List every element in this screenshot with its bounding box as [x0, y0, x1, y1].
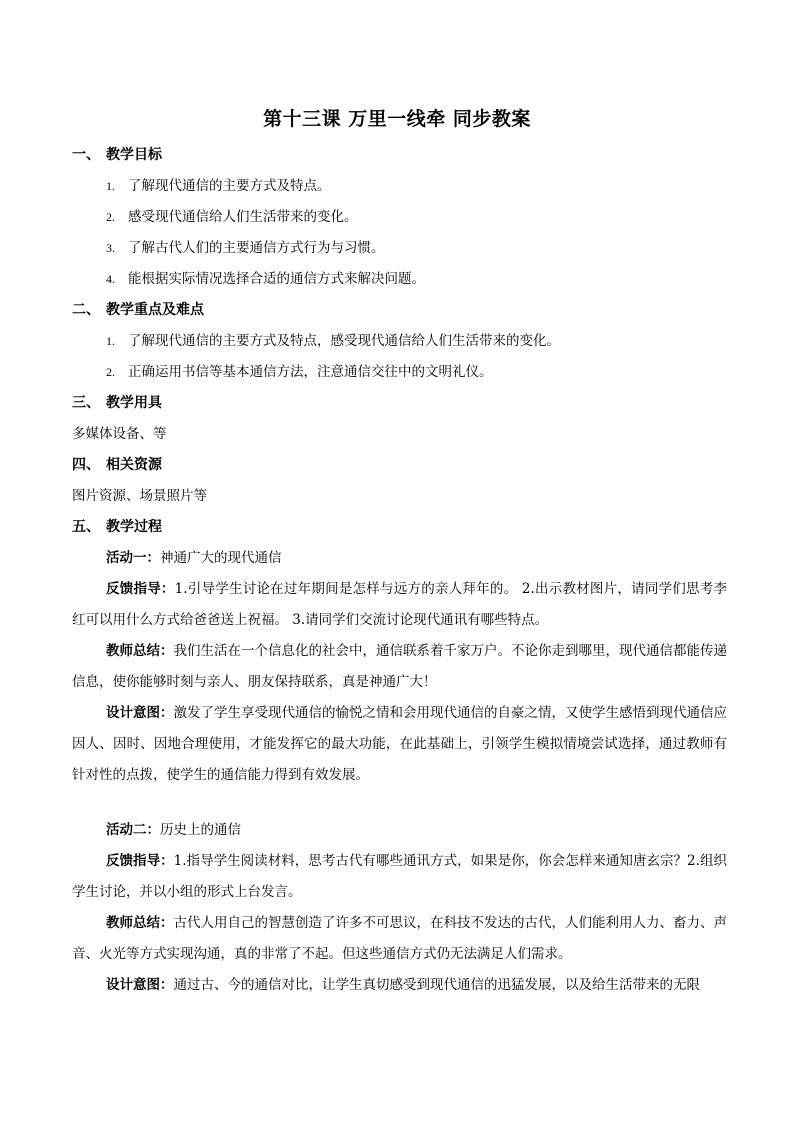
list-text: 能根据实际情况选择合适的通信方式来解决问题。 — [128, 271, 425, 287]
feedback-label: 反馈指导： — [106, 853, 174, 869]
section-heading-resources — [72, 450, 727, 481]
list-index: 2. — [106, 210, 115, 224]
summary-paragraph — [72, 908, 727, 970]
section-heading-objectives — [72, 140, 727, 171]
section-number: 四、 — [72, 457, 100, 473]
section-heading-text: 相关资源 — [106, 457, 162, 473]
intent-paragraph — [72, 698, 727, 791]
document-body — [72, 140, 727, 1001]
list-index: 4. — [106, 272, 115, 286]
document-title: 第十三课 万里一线牵 同步教案 — [263, 108, 531, 130]
list-item — [72, 357, 727, 388]
activity-title-text: 神通广大的现代通信 — [160, 550, 282, 566]
intent-label: 设计意图： — [106, 977, 174, 993]
feedback-paragraph — [72, 846, 727, 908]
section-number: 一、 — [72, 147, 100, 163]
section-heading-tools — [72, 388, 727, 419]
list-index: 1. — [106, 334, 115, 348]
section-number: 五、 — [72, 519, 100, 535]
activity-label: 活动二： — [106, 822, 160, 838]
section-text-resources: 图片资源、场景照片等 — [72, 488, 207, 504]
list-item — [72, 264, 727, 295]
list-index: 1. — [106, 179, 115, 193]
summary-label: 教师总结： — [106, 643, 174, 659]
list-text: 了解古代人们的主要通信方式行为与习惯。 — [128, 240, 385, 256]
feedback-text: 1.引导学生讨论在过年期间是怎样与远方的亲人拜年的。 2.出示教材图片，请同学们思考李红可以用什么方式给爸爸送上祝福。 3.请同学们交流讨论现代通讯有哪些特点。 — [72, 581, 728, 628]
list-item — [72, 233, 727, 264]
list-text: 正确运用书信等基本通信方法，注意通信交往中的文明礼仪。 — [128, 364, 493, 380]
activity-title — [72, 815, 727, 846]
feedback-label: 反馈指导： — [106, 581, 175, 597]
list-text: 了解现代通信的主要方式及特点。 — [128, 178, 331, 194]
summary-text: 我们生活在一个信息化的社会中，通信联系着千家万户。不论你走到哪里，现代通信都能传递信息，使你能够时刻与亲人、朋友保持联系，真是神通广大！ — [72, 643, 727, 690]
list-item — [72, 202, 727, 233]
summary-paragraph — [72, 636, 727, 698]
section-heading-key-points — [72, 295, 727, 326]
list-item — [72, 171, 727, 202]
feedback-text: 1.指导学生阅读材料，思考古代有哪些通讯方式，如果是你，你会怎样来通知唐玄宗？2.组织学生讨论，并以小组的形式上台发言。 — [72, 853, 727, 900]
intent-text: 通过古、今的通信对比，让学生真切感受到现代通信的迅猛发展，以及给生活带来的无限 — [173, 977, 700, 993]
summary-text: 古代人用自己的智慧创造了许多不可思议，在科技不发达的古代，人们能利用人力、畜力、声音、火光等方式实现沟通，真的非常了不起。但这些通信方式仍无法满足人们需求。 — [72, 915, 727, 962]
intent-label: 设计意图： — [106, 705, 174, 721]
activity-label: 活动一： — [106, 550, 160, 566]
section-heading-text: 教学重点及难点 — [106, 302, 204, 318]
section-text-tools: 多媒体设备、等 — [72, 426, 167, 442]
section-heading-text: 教学目标 — [106, 147, 162, 163]
feedback-paragraph — [72, 574, 727, 636]
section-number: 三、 — [72, 395, 100, 411]
list-text: 感受现代通信给人们生活带来的变化。 — [128, 209, 358, 225]
list-item — [72, 326, 727, 357]
spacer — [72, 791, 727, 815]
list-text: 了解现代通信的主要方式及特点，感受现代通信给人们生活带来的变化。 — [128, 333, 560, 349]
section-number: 二、 — [72, 302, 100, 318]
activity-title-text: 历史上的通信 — [160, 822, 241, 838]
intent-paragraph — [72, 970, 727, 1001]
list-index: 3. — [106, 241, 115, 255]
list-index: 2. — [106, 365, 115, 379]
summary-label: 教师总结： — [106, 915, 174, 931]
section-heading-text: 教学过程 — [106, 519, 162, 535]
activity-title — [72, 543, 727, 574]
section-heading-text: 教学用具 — [106, 395, 162, 411]
section-heading-process — [72, 512, 727, 543]
intent-text: 激发了学生享受现代通信的愉悦之情和会用现代通信的自豪之情，又使学生感悟到现代通信应因人、因时、因地合理使用，才能发挥它的最大功能，在此基础上，引领学生模拟情境尝试选择，通过教师有针对性的点拨，使学生的通信能力得到有效发展。 — [72, 705, 727, 783]
